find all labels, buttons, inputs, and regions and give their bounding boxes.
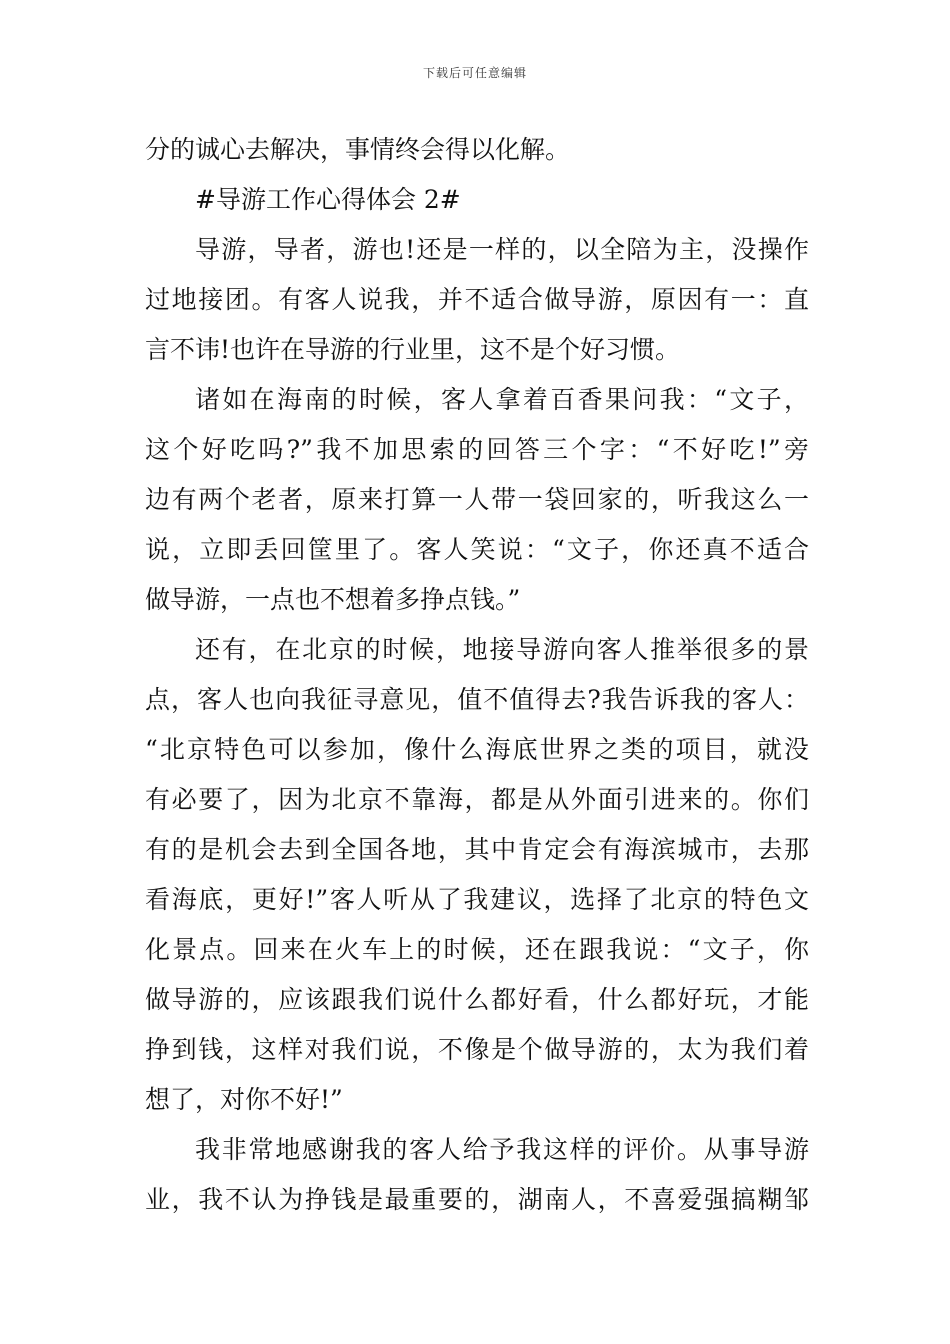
document-body bbox=[145, 125, 809, 1225]
text-line: 言不讳!也许在导游的行业里，这不是个好习惯。 bbox=[145, 335, 681, 364]
text-line: 看海底，更好!”客人听从了我建议，选择了北京的特色文 bbox=[145, 885, 809, 914]
text-line: 我非常地感谢我的客人给予我这样的评价。从事导游 bbox=[195, 1135, 809, 1164]
text-line: 还有，在北京的时候，地接导游向客人推举很多的景 bbox=[195, 635, 809, 664]
text-line: 点，客人也向我征寻意见，值不值得去?我告诉我的客人： bbox=[145, 685, 809, 714]
text-line: 分的诚心去解决，事情终会得以化解。 bbox=[145, 135, 571, 164]
text-line: 边有两个老者，原来打算一人带一袋回家的，听我这么一 bbox=[145, 485, 809, 514]
text-line: 这个好吃吗?”我不加思索的回答三个字：“不好吃!”旁 bbox=[145, 435, 809, 464]
text-line: 诸如在海南的时候，客人拿着百香果问我：“文子， bbox=[195, 385, 809, 414]
text-line: 说，立即丢回筐里了。客人笑说：“文子，你还真不适合 bbox=[145, 535, 809, 564]
text-line: 做导游，一点也不想着多挣点钱。” bbox=[145, 585, 521, 614]
text-line: 导游，导者，游也!还是一样的，以全陪为主，没操作 bbox=[195, 235, 809, 264]
text-line: #导游工作心得体会 2# bbox=[195, 185, 461, 214]
text-line: “北京特色可以参加，像什么海底世界之类的项目，就没 bbox=[145, 735, 809, 764]
text-line: 有的是机会去到全国各地，其中肯定会有海滨城市，去那 bbox=[145, 835, 809, 864]
text-line: 想了，对你不好!” bbox=[145, 1085, 343, 1114]
text-line: 做导游的，应该跟我们说什么都好看，什么都好玩，才能 bbox=[145, 985, 809, 1014]
text-line: 过地接团。有客人说我，并不适合做导游，原因有一：直 bbox=[145, 285, 809, 314]
text-line: 化景点。回来在火车上的时候，还在跟我说：“文子，你 bbox=[145, 935, 809, 964]
text-line: 挣到钱，这样对我们说，不像是个做导游的，太为我们着 bbox=[145, 1035, 809, 1064]
page-header: 下载后可任意编辑 bbox=[422, 66, 527, 80]
text-line: 有必要了，因为北京不靠海，都是从外面引进来的。你们 bbox=[145, 785, 809, 814]
text-line: 业，我不认为挣钱是最重要的，湖南人，不喜爱强搞糊邹 bbox=[145, 1185, 809, 1214]
